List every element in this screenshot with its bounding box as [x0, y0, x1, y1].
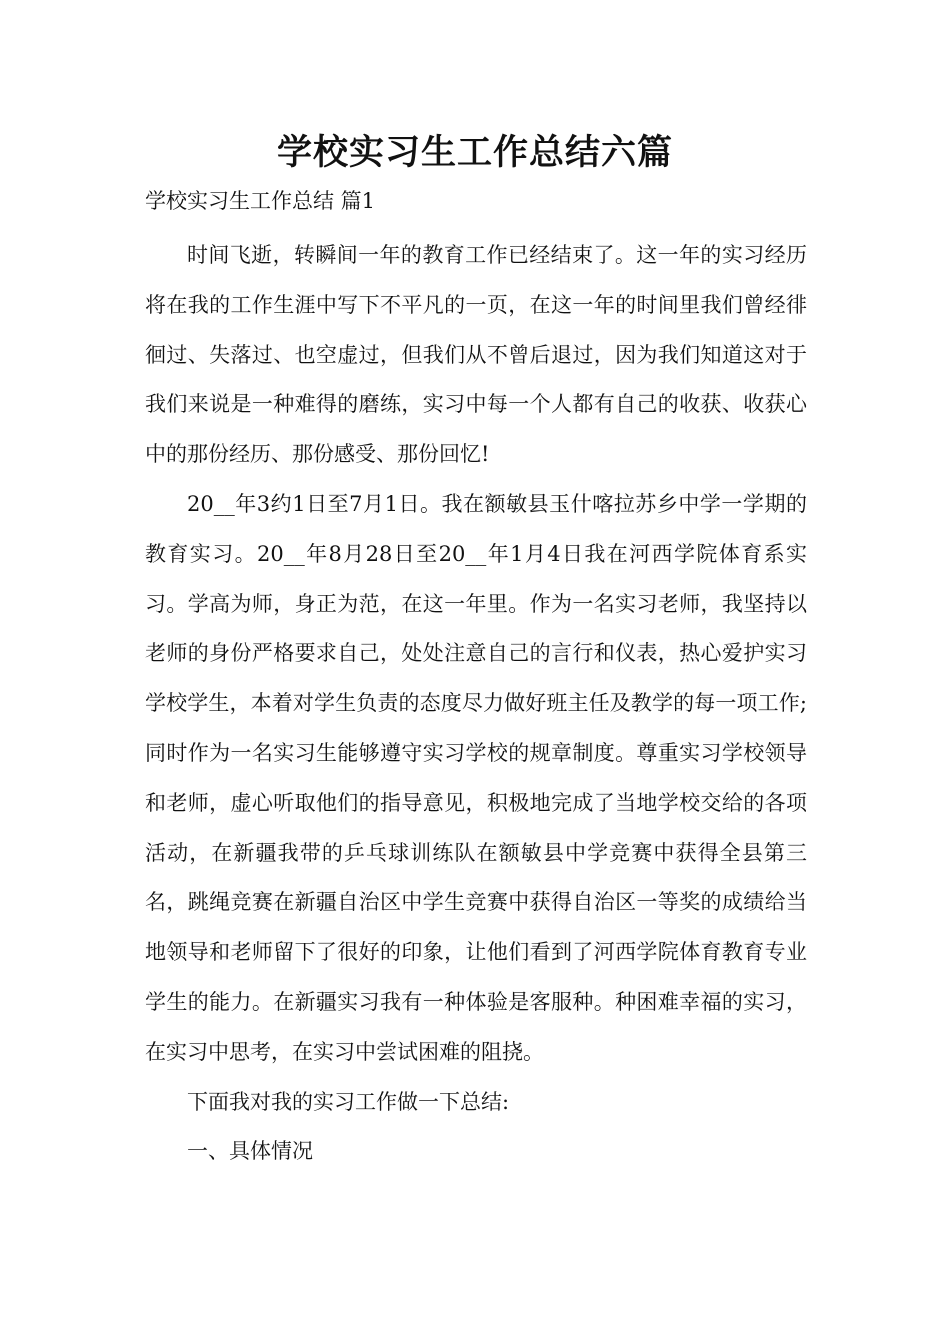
section-heading: 学校实习生工作总结 篇1: [145, 189, 376, 213]
paragraph-summary-lead: 下面我对我的实习工作做一下总结:: [187, 1089, 510, 1114]
document-body: [145, 231, 807, 1177]
paragraph-section-one: 一、具体情况: [187, 1139, 313, 1164]
paragraph-internship-details: 20__年3约1日至7月1日。我在额敏县玉什喀拉苏乡中学一学期的教育实习。20__年8月28日至20__年1月4日我在河西学院体育系实习。学高为师，身正为范，在这一年里。作为一名实习老师，我坚持以老师的身份严格要求自己，处处注意自己的言行和仪表，热心爱护实习学校学生，本着对学生负责的态度尽力做好班主任及教学的每一项工作;同时作为一名实习生能够遵守实习学校的规章制度。尊重实习学校领导和老师，虚心听取他们的指导意见，积极地完成了当地学校交给的各项活动，在新疆我带的乒乓球训练队在额敏县中学竞赛中获得全县第三名，跳绳竞赛在新疆自治区中学生竞赛中获得自治区一等奖的成绩给当地领导和老师留下了很好的印象，让他们看到了河西学院体育教育专业学生的能力。在新疆实习我有一种体验是客服种。种困难幸福的实习，在实习中思考，在实习中尝试困难的阻挠。: [145, 491, 807, 1064]
document-title: 学校实习生工作总结六篇: [276, 133, 673, 173]
paragraph-intro: 时间飞逝，转瞬间一年的教育工作已经结束了。这一年的实习经历将在我的工作生涯中写下不平凡的一页，在这一年的时间里我们曾经徘徊过、失落过、也空虚过，但我们从不曾后退过，因为我们知道这对于我们来说是一种难得的磨练，实习中每一个人都有自己的收获、收获心中的那份经历、那份感受、那份回忆!: [145, 243, 807, 467]
